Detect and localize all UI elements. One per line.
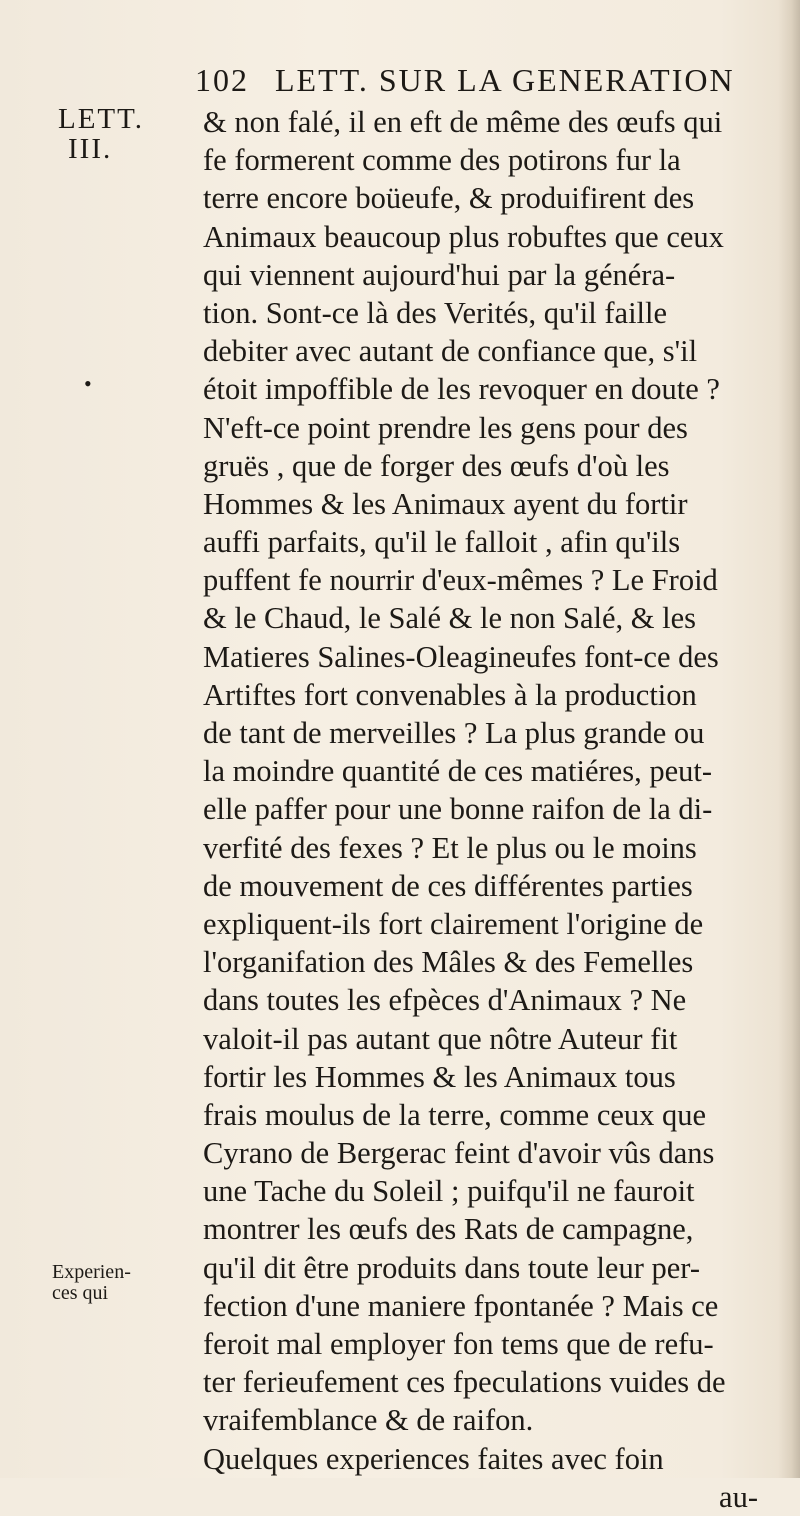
text-line: feroit mal employer fon tems que de refu- xyxy=(203,1327,714,1361)
margin-note-letter xyxy=(58,104,144,165)
text-line: Artiftes fort convenables à la production xyxy=(203,677,697,712)
page-edge-shadow xyxy=(778,0,800,1478)
running-title: LETT. SUR LA GENERATION xyxy=(275,62,735,98)
margin-note-letter-line: LETT. xyxy=(58,103,144,135)
text-line: dans toutes les efpèces d'Animaux ? Ne xyxy=(203,983,687,1018)
body-text xyxy=(203,103,778,1516)
text-line: fection d'une maniere fpontanée ? Mais ce xyxy=(203,1288,719,1323)
text-line: qu'il dit être produits dans toute leur per- xyxy=(203,1250,700,1285)
text-line: montrer les œufs des Rats de campagne, xyxy=(203,1212,694,1247)
page-number: 102 xyxy=(195,62,249,98)
text-line: Quelques experiences faites avec foin xyxy=(203,1441,664,1476)
text-line: Animaux beaucoup plus robuftes que ceux xyxy=(203,219,724,254)
text-line: une Tache du Soleil ; puifqu'il ne fauroit xyxy=(203,1174,695,1209)
text-line: valoit-il pas autant que nôtre Auteur fit xyxy=(203,1021,678,1056)
text-line: N'eft-ce point prendre les gens pour des xyxy=(203,410,688,445)
text-line: fortir les Hommes & les Animaux tous xyxy=(203,1059,676,1094)
text-line: l'organifation des Mâles & des Femelles xyxy=(203,945,694,980)
text-line: frais moulus de la terre, comme ceux que xyxy=(203,1097,707,1132)
text-line: fe formerent comme des potirons fur la xyxy=(203,143,681,178)
text-line: Matieres Salines-Oleagineufes font-ce des xyxy=(203,639,719,674)
margin-note-experiences-line: ces qui xyxy=(52,1282,109,1304)
text-line: tion. Sont-ce là des Verités, qu'il faille xyxy=(203,295,668,330)
text-line: expliquent-ils fort clairement l'origine de xyxy=(203,906,704,941)
text-line: de mouvement de ces différentes parties xyxy=(203,868,693,903)
text-line: gruës , que de forger des œufs d'où les xyxy=(203,448,670,483)
text-line: terre encore boüeufe, & produifirent des xyxy=(203,181,695,216)
text-line: & le Chaud, le Salé & le non Salé, & les xyxy=(203,601,696,636)
text-line: vraifemblance & de raifon. xyxy=(203,1403,534,1438)
text-line: elle paffer pour une bonne raifon de la di- xyxy=(203,792,713,827)
text-line: étoit impoffible de les revoquer en doute ? xyxy=(203,372,720,407)
running-head xyxy=(195,62,755,102)
text-line: la moindre quantité de ces matiéres, peut- xyxy=(203,754,712,789)
text-line: ter ferieufement ces fpeculations vuides de xyxy=(203,1365,726,1400)
text-line: auffi parfaits, qu'il le falloit , afin qu'ils xyxy=(203,525,681,560)
text-line: puffent fe nourrir d'eux-mêmes ? Le Froid xyxy=(203,563,718,598)
text-line: & non falé, il en eft de même des œufs qui xyxy=(203,105,723,139)
text-line: au- xyxy=(719,1479,758,1514)
margin-mark: • xyxy=(84,371,92,396)
text-line: verfité des fexes ? Et le plus ou le moins xyxy=(203,830,697,865)
margin-note-experiences-line: Experien- xyxy=(52,1261,131,1283)
margin-note-experiences xyxy=(52,1262,131,1304)
text-line: debiter avec autant de confiance que, s'il xyxy=(203,334,698,369)
text-line: Cyrano de Bergerac feint d'avoir vûs dans xyxy=(203,1136,715,1171)
text-line: Hommes & les Animaux ayent du fortir xyxy=(203,486,688,521)
text-line: de tant de merveilles ? La plus grande ou xyxy=(203,716,705,750)
text-line: qui viennent aujourd'hui par la généra- xyxy=(203,257,676,292)
margin-note-letter-line: III. xyxy=(68,133,113,166)
